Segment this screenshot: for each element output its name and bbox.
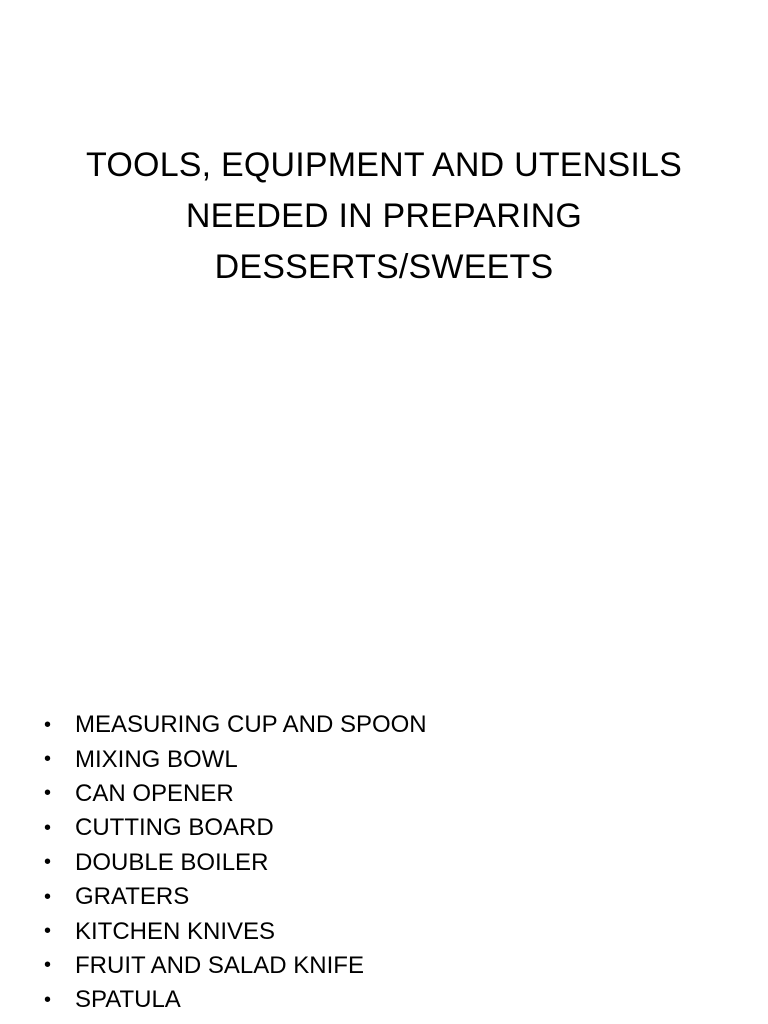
list-item [44, 846, 427, 880]
list-item [44, 880, 427, 914]
title-line-1: TOOLS, EQUIPMENT AND UTENSILS [86, 146, 682, 184]
bullet-icon: • [44, 988, 52, 1011]
bullet-icon: • [44, 713, 52, 736]
list-item [44, 708, 427, 742]
list-item [44, 777, 427, 811]
list-item [44, 983, 427, 1017]
bullet-icon: • [44, 748, 52, 771]
bullet-icon: • [44, 885, 52, 908]
list-item-text: GRATERS [75, 883, 190, 911]
bullet-icon: • [44, 954, 52, 977]
page-title [40, 140, 728, 293]
list-item-text: MEASURING CUP AND SPOON [75, 711, 427, 739]
list-item-text: FRUIT AND SALAD KNIFE [75, 951, 364, 979]
list-item [44, 811, 427, 845]
list-item-text: SPATULA [75, 986, 181, 1014]
list-item-text: KITCHEN KNIVES [75, 917, 276, 945]
bullet-icon: • [44, 816, 52, 839]
list-item [44, 949, 427, 983]
list-item-text: CAN OPENER [75, 779, 234, 807]
bullet-icon: • [44, 920, 52, 943]
tools-list [44, 708, 427, 1018]
list-item-text: MIXING BOWL [75, 745, 238, 773]
title-line-2: NEEDED IN PREPARING [185, 197, 583, 235]
list-item-text: DOUBLE BOILER [75, 848, 269, 876]
list-item [44, 742, 427, 776]
bullet-icon: • [44, 782, 52, 805]
list-item-text: CUTTING BOARD [75, 814, 274, 842]
list-item [44, 914, 427, 948]
bullet-icon: • [44, 851, 52, 874]
title-line-3: DESSERTS/SWEETS [214, 248, 554, 286]
